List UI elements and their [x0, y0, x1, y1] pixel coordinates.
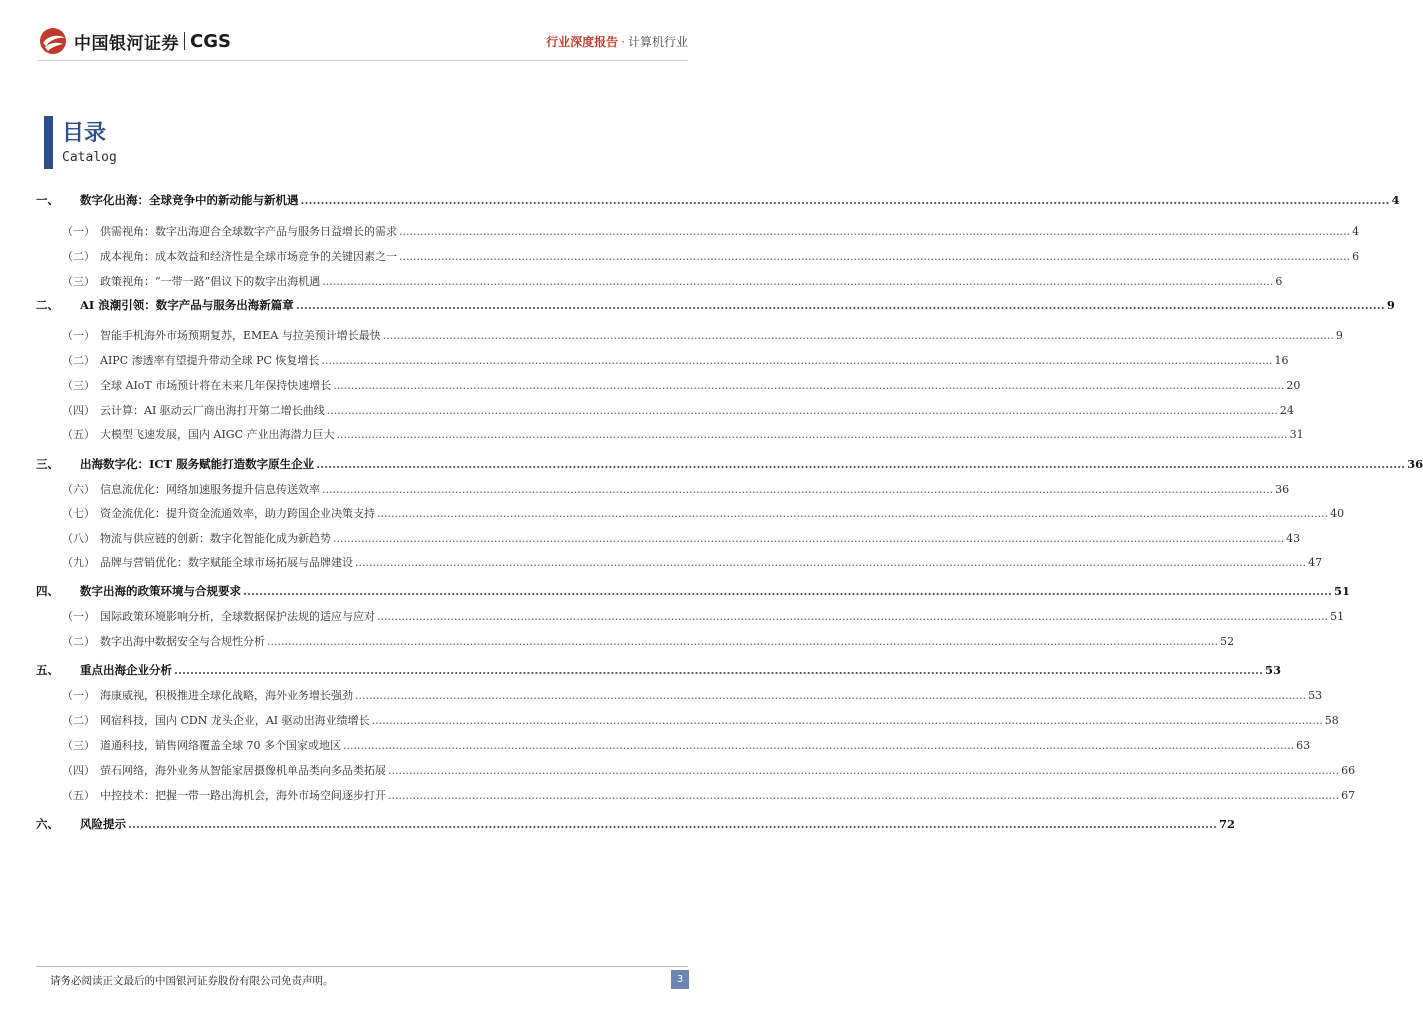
- toc-item-page: 36: [1407, 457, 1423, 471]
- toc-section-row[interactable]: [36, 737, 1311, 753]
- toc-item-page: 52: [1220, 635, 1235, 648]
- toc-leader-dots: [243, 584, 1332, 598]
- toc-section-row[interactable]: [36, 687, 1323, 703]
- toc-item-page: 53: [1308, 689, 1323, 702]
- toc-item-page: 31: [1289, 428, 1304, 441]
- toc-item-number: 三、: [36, 457, 59, 471]
- toc-item-number: （五）: [62, 789, 95, 802]
- toc-leader-dots: [337, 428, 1288, 441]
- toc-item-number: （一）: [62, 329, 95, 342]
- toc-leader-dots: [377, 507, 1328, 520]
- toc-item-title: 大模型飞速发展，国内 AIGC 产业出海潜力巨大: [100, 428, 335, 441]
- toc-leader-dots: [388, 789, 1339, 802]
- toc-section-row[interactable]: [36, 377, 1301, 393]
- footer-divider: [36, 966, 688, 967]
- toc-leader-dots: [343, 739, 1294, 752]
- toc-section-row[interactable]: [36, 352, 1289, 368]
- title-accent-bar: [44, 116, 53, 169]
- toc-section-row[interactable]: [36, 426, 1304, 442]
- toc-item-number: （七）: [62, 507, 95, 520]
- toc-item-title: 供需视角：数字出海迎合全球数字产品与服务日益增长的需求: [100, 225, 397, 238]
- toc-leader-dots: [128, 817, 1217, 831]
- company-logo: [38, 26, 231, 56]
- toc-item-page: 58: [1324, 714, 1339, 727]
- toc-leader-dots: [322, 483, 1273, 496]
- toc-leader-dots: [333, 532, 1284, 545]
- toc-leader-dots: [383, 329, 1334, 342]
- toc-item-number: （五）: [62, 428, 95, 441]
- toc-section-row[interactable]: [36, 633, 1235, 649]
- toc-leader-dots: [301, 193, 1390, 207]
- toc-item-page: 72: [1219, 817, 1236, 831]
- toc-item-page: 24: [1279, 404, 1294, 417]
- toc-item-title: 中控技术：把握一带一路出海机会，海外市场空间逐步打开: [100, 789, 386, 802]
- toc-item-title: 风险提示: [80, 817, 126, 831]
- logo-divider: [184, 32, 185, 50]
- toc-item-number: （三）: [62, 379, 95, 392]
- toc-item-title: AI 浪潮引领：数字产品与服务出海新篇章: [80, 298, 294, 312]
- toc-chapter-row[interactable]: [36, 662, 1282, 678]
- toc-chapter-row[interactable]: [36, 583, 1351, 599]
- header-separator: ·: [621, 34, 625, 49]
- toc-item-page: 51: [1330, 610, 1345, 623]
- toc-leader-dots: [174, 663, 1263, 677]
- toc-leader-dots: [355, 556, 1306, 569]
- toc-item-title: 成本视角：成本效益和经济性是全球市场竞争的关键因素之一: [100, 250, 397, 263]
- header-divider: [38, 60, 688, 61]
- toc-leader-dots: [267, 635, 1218, 648]
- toc-item-number: （三）: [62, 739, 95, 752]
- toc-item-number: （一）: [62, 610, 95, 623]
- toc-item-page: 40: [1330, 507, 1345, 520]
- toc-item-number: （二）: [62, 250, 95, 263]
- toc-item-page: 51: [1334, 584, 1351, 598]
- toc-item-title: 萤石网络，海外业务从智能家居摄像机单品类向多品类拓展: [100, 764, 386, 777]
- toc-item-title: 网宿科技，国内 CDN 龙头企业，AI 驱动出海业绩增长: [100, 714, 370, 727]
- toc-item-title: 海康威视，积极推进全球化战略，海外业务增长强劲: [100, 689, 353, 702]
- toc-item-number: （二）: [62, 354, 95, 367]
- report-type: 行业深度报告: [546, 35, 619, 49]
- toc-item-number: 一、: [36, 193, 59, 207]
- toc-section-row[interactable]: [36, 248, 1360, 264]
- toc-leader-dots: [316, 457, 1405, 471]
- toc-section-row[interactable]: [36, 712, 1339, 728]
- toc-item-title: 出海数字化：ICT 服务赋能打造数字原生企业: [80, 457, 315, 471]
- toc-chapter-row[interactable]: [36, 456, 1423, 472]
- toc-item-title: 道通科技，销售网络覆盖全球 70 多个国家或地区: [100, 739, 341, 752]
- toc-section-row[interactable]: [36, 505, 1345, 521]
- toc-item-number: 四、: [36, 584, 59, 598]
- toc-item-title: 数字出海的政策环境与合规要求: [80, 584, 241, 598]
- toc-section-row[interactable]: [36, 530, 1301, 546]
- toc-item-title: AIPC 渗透率有望提升带动全球 PC 恢复增长: [100, 354, 320, 367]
- toc-item-title: 云计算：AI 驱动云厂商出海打开第二增长曲线: [100, 404, 325, 417]
- toc-item-number: （一）: [62, 225, 95, 238]
- toc-section-row[interactable]: [36, 223, 1360, 239]
- toc-item-page: 63: [1296, 739, 1311, 752]
- toc-item-page: 20: [1286, 379, 1301, 392]
- toc-item-number: （四）: [62, 764, 95, 777]
- toc-leader-dots: [388, 764, 1339, 777]
- toc-item-title: 重点出海企业分析: [80, 663, 172, 677]
- toc-item-number: （二）: [62, 635, 95, 648]
- toc-section-row[interactable]: [36, 787, 1356, 803]
- toc-item-page: 43: [1286, 532, 1301, 545]
- toc-item-title: 数字出海中数据安全与合规性分析: [100, 635, 265, 648]
- toc-leader-dots: [399, 225, 1350, 238]
- toc-item-title: 物流与供应链的创新：数字化智能化成为新趋势: [100, 532, 331, 545]
- toc-item-title: 数字化出海：全球竞争中的新动能与新机遇: [80, 193, 299, 207]
- toc-item-page: 4: [1391, 193, 1400, 207]
- toc-leader-dots: [355, 689, 1306, 702]
- toc-section-row[interactable]: [36, 481, 1290, 497]
- toc-leader-dots: [322, 275, 1273, 288]
- toc-section-row[interactable]: [36, 402, 1294, 418]
- toc-item-number: （二）: [62, 714, 95, 727]
- toc-item-page: 9: [1386, 298, 1395, 312]
- logo-text-cn: 中国银河证券: [74, 33, 179, 54]
- page-header: [0, 0, 724, 68]
- toc-chapter-row[interactable]: [36, 297, 1395, 313]
- logo-text-en: CGS: [190, 30, 231, 52]
- toc-item-title: 政策视角：“一带一路”倡议下的数字出海机遇: [100, 275, 321, 288]
- toc-item-title: 全球 AIoT 市场预计将在未来几年保持快速增长: [100, 379, 332, 392]
- toc-item-page: 9: [1335, 329, 1343, 342]
- catalog-subtitle: Catalog: [62, 150, 117, 165]
- toc-item-title: 品牌与营销优化：数字赋能全球市场拓展与品牌建设: [100, 556, 353, 569]
- toc-item-number: （六）: [62, 483, 95, 496]
- toc-item-page: 53: [1265, 663, 1282, 677]
- toc-section-row[interactable]: [36, 608, 1345, 624]
- toc-item-page: 66: [1341, 764, 1356, 777]
- toc-item-page: 67: [1341, 789, 1356, 802]
- toc-leader-dots: [333, 379, 1284, 392]
- toc-item-title: 资金流优化：提升资金流通效率，助力跨国企业决策支持: [100, 507, 375, 520]
- toc-item-title: 智能手机海外市场预期复苏，EMEA 与拉美预计增长最快: [100, 329, 381, 342]
- page-number: 3: [671, 970, 689, 989]
- toc-item-page: 6: [1275, 275, 1283, 288]
- toc-leader-dots: [372, 714, 1323, 727]
- toc-leader-dots: [321, 354, 1272, 367]
- toc-item-title: 国际政策环境影响分析，全球数据保护法规的适应与应对: [100, 610, 375, 623]
- toc-item-number: （四）: [62, 404, 95, 417]
- toc-section-row[interactable]: [36, 273, 1283, 289]
- footer-disclaimer: 请务必阅读正文最后的中国银河证券股份有限公司免责声明。: [50, 975, 334, 987]
- toc-section-row[interactable]: [36, 762, 1356, 778]
- report-category: [546, 33, 688, 50]
- toc-section-row[interactable]: [36, 327, 1343, 343]
- toc-item-number: 五、: [36, 663, 59, 677]
- toc-item-page: 47: [1308, 556, 1323, 569]
- toc-chapter-row[interactable]: [36, 816, 1236, 832]
- toc-leader-dots: [399, 250, 1350, 263]
- toc-item-number: （三）: [62, 275, 95, 288]
- galaxy-logo-icon: [38, 26, 68, 56]
- toc-chapter-row[interactable]: [36, 192, 1400, 208]
- toc-item-page: 36: [1275, 483, 1290, 496]
- toc-leader-dots: [327, 404, 1278, 417]
- toc-section-row[interactable]: [36, 554, 1323, 570]
- toc-item-number: （九）: [62, 556, 95, 569]
- toc-item-page: 16: [1274, 354, 1289, 367]
- toc-leader-dots: [296, 298, 1385, 312]
- toc-leader-dots: [377, 610, 1328, 623]
- catalog-title: 目录: [62, 121, 107, 146]
- toc-item-title: 信息流优化：网络加速服务提升信息传送效率: [100, 483, 320, 496]
- toc-item-number: （八）: [62, 532, 95, 545]
- toc-item-page: 6: [1352, 250, 1360, 263]
- toc-item-page: 4: [1352, 225, 1360, 238]
- toc-item-number: 二、: [36, 298, 59, 312]
- toc-item-number: （一）: [62, 689, 95, 702]
- toc-item-number: 六、: [36, 817, 59, 831]
- industry-label: 计算机行业: [627, 35, 688, 49]
